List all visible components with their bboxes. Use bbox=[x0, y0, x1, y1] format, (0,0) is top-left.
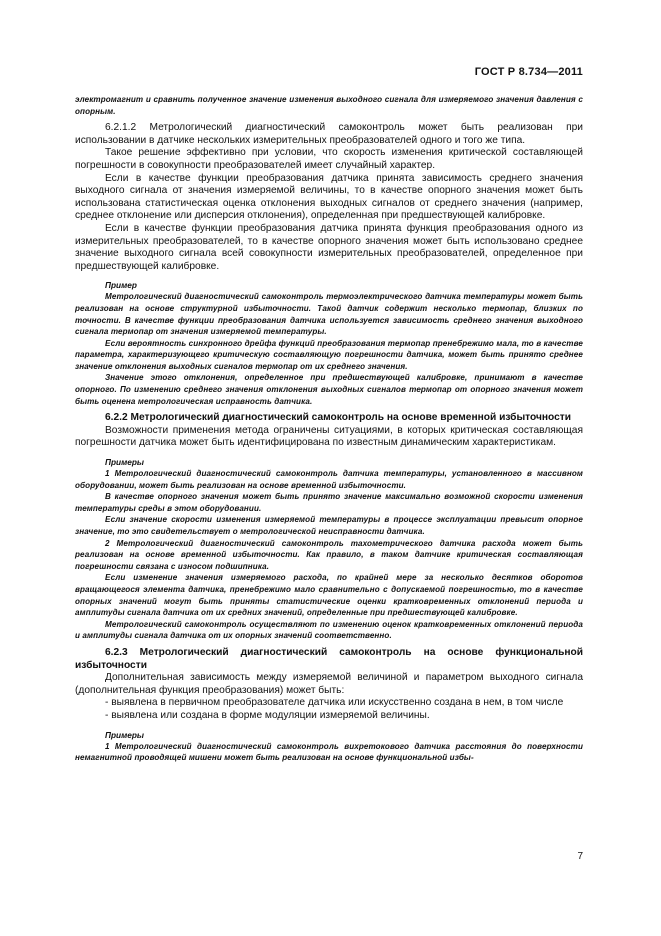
page-number: 7 bbox=[577, 851, 583, 862]
example-label: Пример bbox=[105, 280, 137, 291]
section-heading-6-2-2: 6.2.2 Метрологический диагностический самоконтроль на основе временной избыточности bbox=[105, 412, 572, 424]
example-text: 1 Метрологический диагностический самоконтроль вихретокового датчика расстояния до поверхности немагнитной проводящей мишени может быть реализован на основе функциональной избы- bbox=[75, 741, 583, 763]
example-text: Метрологический диагностический самоконтроль термоэлектрического датчика температуры может быть реализован на основе структурной избыточности. Такой датчик содержит несколько термопар, близких по точности. В качестве функции преобразования датчика используется зависимость среднего значения выходного сигнала термопар от значения измеряемой температуры. bbox=[75, 292, 583, 337]
paragraph: Если в качестве функции преобразования датчика принята зависимость среднего значения выходного сигнала от значения измеряемой величины, то в качестве опорного значения может быть использована статистическая оценка отклонения выходных сигналов от среднего значения (например, среднее отклонение или дисперсия отклонения), определенная при предшествующей калибровке. bbox=[75, 172, 583, 222]
example-text: Значение этого отклонения, определенное при предшествующей калибровке, принимают в качестве опорного. По изменению среднего значения отклонения выходных сигналов термопар от опорного значения может быть оценена метрологическая исправность датчика. bbox=[75, 373, 583, 406]
continued-example-text: электромагнит и сравнить полученное значение изменения выходного сигнала для измеряемого значения давления с опорным. bbox=[75, 95, 583, 116]
paragraph: Дополнительная зависимость между измеряемой величиной и параметром выходного сигнала (дополнительная функция преобразования) может быть: bbox=[75, 672, 583, 696]
examples-label: Примеры bbox=[105, 729, 145, 740]
examples-label: Примеры bbox=[105, 457, 145, 468]
page-header-standard-number: ГОСТ Р 8.734—2011 bbox=[474, 66, 583, 78]
page-content bbox=[75, 94, 583, 764]
paragraph: Возможности применения метода ограничены ситуациями, в которых критическая составляющая погрешности датчика может быть идентифицирована по известным динамическим характеристикам. bbox=[75, 424, 583, 449]
example-text: 1 Метрологический диагностический самоконтроль датчика температуры, установленного в массивном оборудовании, может быть реализован на основе временной избыточности. bbox=[75, 469, 583, 490]
list-item: - выявлена в первичном преобразователе датчика или искусственно создана в нем, в том числе bbox=[105, 697, 564, 709]
paragraph: Такое решение эффективно при условии, что скорость изменения критической составляющей погрешности в совокупности преобразователей имеет случайный характер. bbox=[75, 147, 583, 171]
example-text: В качестве опорного значения может быть принято значение максимально возможной скорости изменения температуры среды в этом оборудовании. bbox=[75, 492, 583, 513]
paragraph-6-2-1-2: 6.2.1.2 Метрологический диагностический самоконтроль может быть реализован при использовании в датчике нескольких измерительных преобразователей одного и того же типа. bbox=[75, 122, 583, 146]
example-text: Если значение скорости изменения измеряемой температуры в процессе эксплуатации превысит опорное значение, то это свидетельствует о метрологической неисправности датчика. bbox=[75, 515, 583, 536]
list-item: - выявлена или создана в форме модуляции измеряемой величины. bbox=[105, 709, 430, 721]
example-text: Метрологический самоконтроль осуществляют по изменению оценок кратковременных отклонений периода и амплитуды сигнала датчика от их опорных значений соответственно. bbox=[75, 619, 583, 641]
example-text: Если изменение значения измеряемого расхода, по крайней мере за несколько десятков оборотов вращающегося элемента датчика, пренебрежимо мало сравнительно с допускаемой погрешностью, то в качестве опорных значений могут быть приняты статистические оценки кратковременных отклонений периода и амплитуды сигнала датчика от их средних значений, определенные при предшествующей калибровке. bbox=[75, 573, 583, 618]
example-text: Если вероятность синхронного дрейфа функций преобразования термопар пренебрежимо мала, то в качестве параметра, характеризующего критическую составляющую погрешности датчика, может быть принято среднее значение отклонения выходных сигналов термопар от их среднего значения. bbox=[75, 338, 583, 371]
section-heading-6-2-3: 6.2.3 Метрологический диагностический самоконтроль на основе функциональной избыточности bbox=[75, 646, 583, 671]
paragraph: Если в качестве функции преобразования датчика принята функция преобразования одного из измерительных преобразователей, то в качестве опорного значения может быть использовано среднее значение выходного сигнала всей совокупности измерительных преобразователей, определенное при предшествующей калибровке. bbox=[75, 222, 583, 272]
example-text: 2 Метрологический диагностический самоконтроль тахометрического датчика расхода может быть реализован на основе временной избыточности. Как правило, в таком датчике критическая составляющая погрешности связана с износом подшипника. bbox=[75, 538, 583, 571]
